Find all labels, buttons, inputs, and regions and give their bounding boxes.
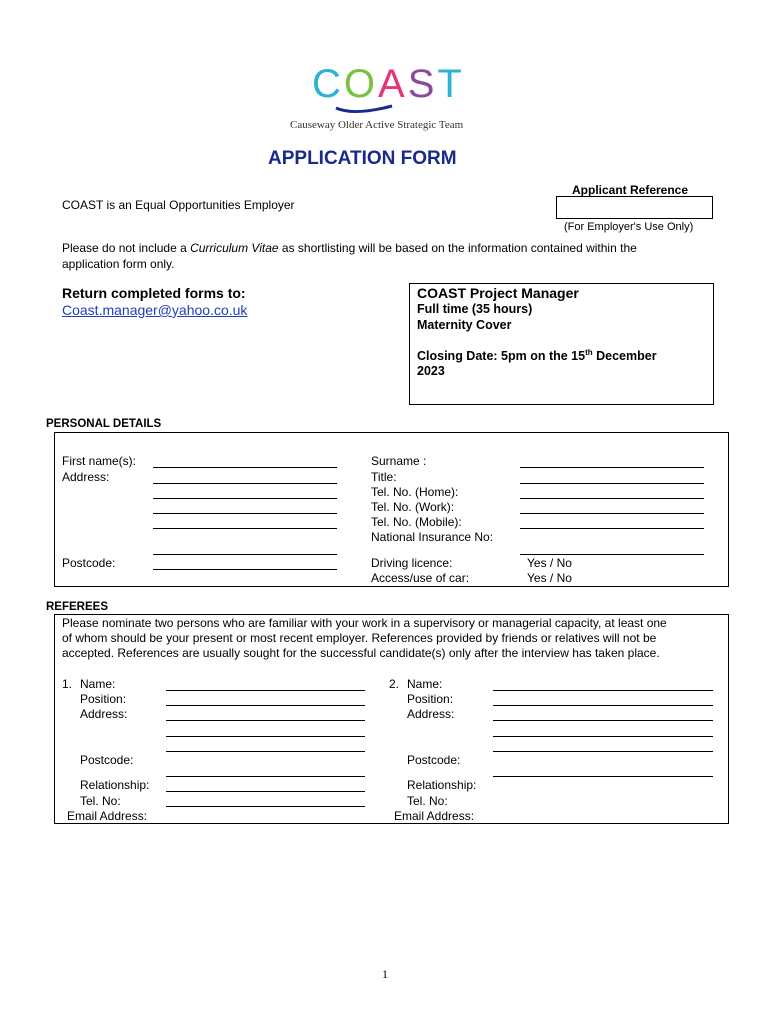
coast-logo (312, 62, 465, 114)
applicant-reference-label: Applicant Reference (572, 183, 689, 197)
surname-label: Surname : (371, 454, 427, 468)
ref2-position-input[interactable] (493, 705, 713, 706)
ref1-address-input-2[interactable] (166, 736, 365, 737)
logo-subtitle: Causeway Older Active Strategic Team (290, 119, 464, 131)
car-access-label: Access/use of car: (371, 571, 470, 585)
tel-work-input[interactable] (520, 513, 704, 514)
ref1-relationship-label: Relationship: (80, 778, 150, 792)
applicant-reference-field[interactable] (556, 196, 713, 219)
closing-date-suffix: December (592, 349, 657, 364)
personal-details-heading: PERSONAL DETAILS (46, 418, 162, 430)
ref1-name-input[interactable] (166, 690, 365, 691)
postcode-label: Postcode: (62, 556, 116, 570)
address-input-5[interactable] (153, 554, 337, 555)
closing-date (417, 348, 657, 363)
tel-mobile-label: Tel. No. (Mobile): (371, 515, 462, 529)
ref1-email-label: Email Address: (67, 809, 148, 823)
ref2-tel-label: Tel. No: (407, 794, 448, 808)
driving-licence-yes-no[interactable]: Yes / No (527, 556, 572, 570)
logo-letter-c: C (312, 62, 344, 106)
address-input-2[interactable] (153, 498, 337, 499)
closing-year: 2023 (417, 364, 445, 378)
ref2-address-label: Address: (407, 707, 455, 721)
address-label: Address: (62, 470, 110, 484)
page-number: 1 (382, 967, 388, 981)
logo-swoosh-icon (334, 102, 394, 116)
logo-letter-a: A (378, 62, 408, 106)
job-title: COAST Project Manager (417, 285, 579, 301)
equal-opportunities-text: COAST is an Equal Opportunities Employer (62, 198, 295, 212)
ref2-address-input-3[interactable] (493, 751, 713, 752)
cv-note-line2: application form only. (62, 256, 175, 271)
address-input-4[interactable] (153, 528, 337, 529)
ref2-address-input-1[interactable] (493, 720, 713, 721)
cv-note-italic: Curriculum Vitae (190, 241, 279, 255)
ni-input[interactable] (520, 554, 704, 555)
ref2-name-label: Name: (407, 677, 443, 691)
first-name-input[interactable] (153, 467, 337, 468)
return-email-link[interactable]: Coast.manager@yahoo.co.uk (62, 302, 248, 318)
cv-note-before: Please do not include a (62, 241, 191, 255)
ref2-name-input[interactable] (493, 690, 713, 691)
ref2-email-label: Email Address: (394, 809, 475, 823)
ref2-address-input-2[interactable] (493, 736, 713, 737)
ref1-position-label: Position: (80, 692, 127, 706)
tel-work-label: Tel. No. (Work): (371, 500, 455, 514)
ref1-address-input-3[interactable] (166, 751, 365, 752)
title-input[interactable] (520, 483, 704, 484)
logo-letter-t: T (437, 62, 465, 106)
ref1-postcode-label: Postcode: (80, 753, 134, 767)
driving-licence-label: Driving licence: (371, 556, 453, 570)
first-name-label: First name(s): (62, 454, 137, 468)
ref1-address-label: Address: (80, 707, 128, 721)
logo-letter-s: S (407, 62, 438, 106)
referees-intro (62, 616, 667, 661)
address-input-3[interactable] (153, 513, 337, 514)
ref2-postcode-label: Postcode: (407, 753, 461, 767)
tel-mobile-input[interactable] (520, 528, 704, 529)
employer-use-note: (For Employer's Use Only) (564, 221, 694, 233)
ref2-position-label: Position: (407, 692, 454, 706)
form-title: APPLICATION FORM (268, 148, 457, 169)
ref1-address-input-1[interactable] (166, 720, 365, 721)
logo-letter-o: O (343, 62, 379, 106)
ni-label: National Insurance No: (371, 530, 494, 544)
title-label: Title: (371, 470, 397, 484)
referees-heading: REFEREES (46, 601, 108, 613)
tel-home-input[interactable] (520, 498, 704, 499)
ref1-tel-label: Tel. No: (80, 794, 121, 808)
ref1-relationship-input[interactable] (166, 791, 365, 792)
job-cover: Maternity Cover (417, 318, 512, 332)
cv-note-after: as shortlisting will be based on the information contained within the (278, 241, 637, 255)
ref2-relationship-label: Relationship: (407, 778, 477, 792)
tel-home-label: Tel. No. (Home): (371, 485, 459, 499)
ref2-number: 2. (389, 677, 400, 691)
job-hours: Full time (35 hours) (417, 302, 533, 316)
closing-date-prefix: Closing Date: 5pm on the 15 (417, 349, 586, 364)
surname-input[interactable] (520, 467, 704, 468)
ref1-tel-input[interactable] (166, 806, 365, 807)
car-access-yes-no[interactable]: Yes / No (527, 571, 572, 585)
cv-note (62, 241, 702, 272)
ref1-name-label: Name: (80, 677, 116, 691)
referees-intro-line2: of whom should be your present or most recent employer. References provided by friends or relatives will not be (62, 631, 657, 645)
closing-date-sup: th (585, 348, 593, 357)
ref1-number: 1. (62, 677, 73, 691)
address-input-1[interactable] (153, 483, 337, 484)
ref1-postcode-input[interactable] (166, 776, 365, 777)
referees-intro-line3: accepted. References are usually sought for the successful candidate(s) only after the interview has taken place. (62, 646, 660, 660)
ref2-postcode-input[interactable] (493, 776, 713, 777)
postcode-input[interactable] (153, 569, 337, 570)
return-heading: Return completed forms to: (62, 285, 246, 301)
ref1-position-input[interactable] (166, 705, 365, 706)
referees-intro-line1: Please nominate two persons who are familiar with your work in a supervisory or managerial capacity, at least one (62, 616, 667, 630)
